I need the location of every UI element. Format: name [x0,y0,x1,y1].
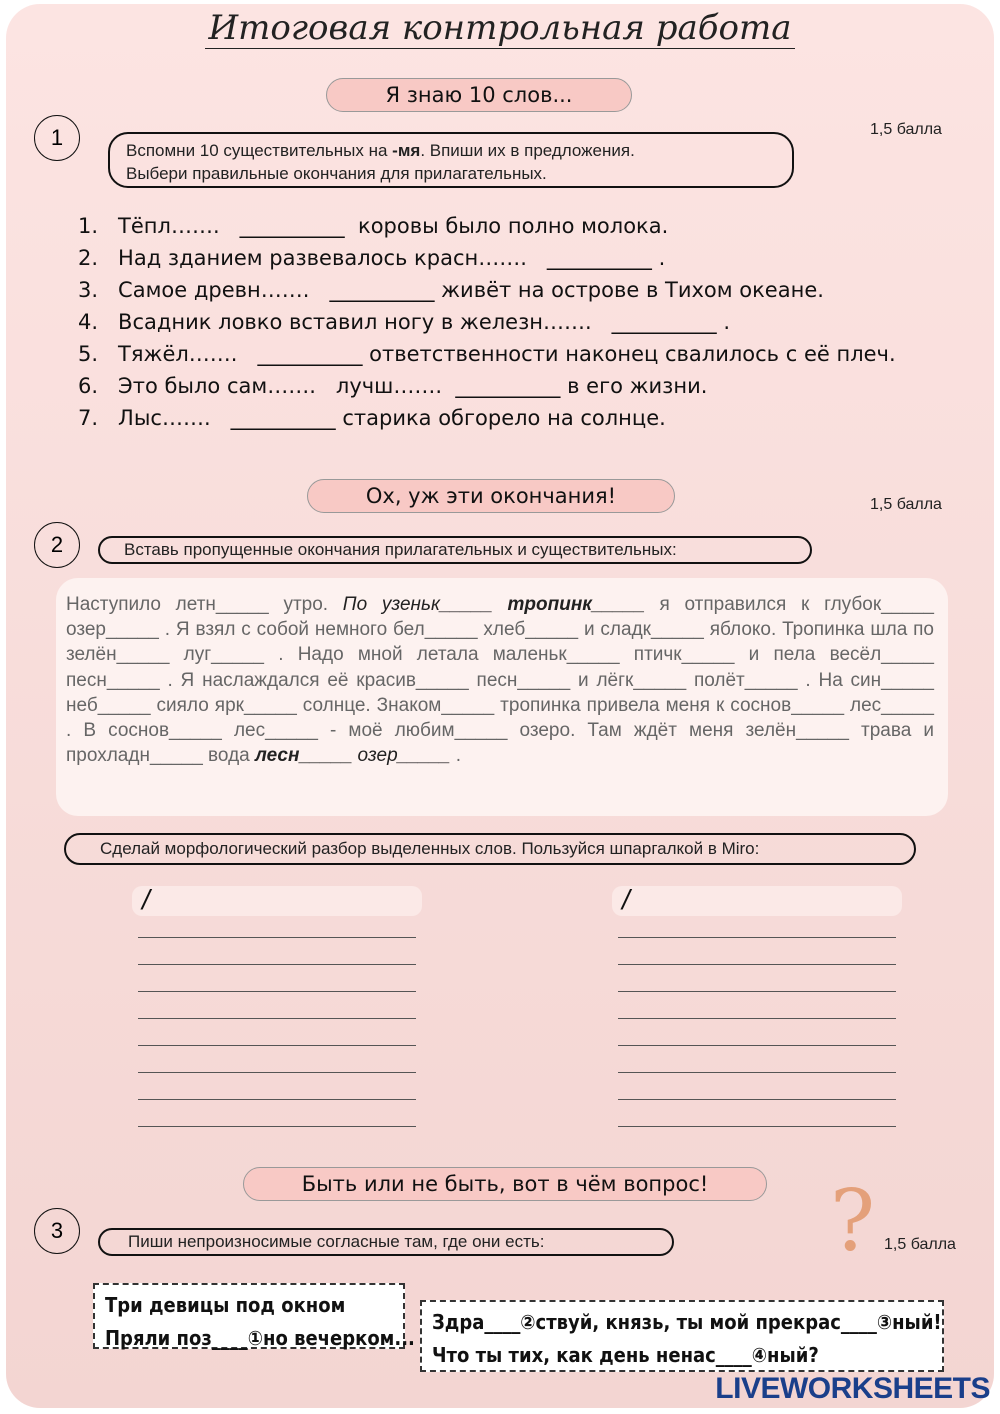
answer-line[interactable] [138,964,416,965]
liveworksheets-logo: LIVEWORKSHEETS [715,1372,990,1405]
section2-points: 1,5 балла [870,496,942,513]
section3-number: 3 [34,1208,80,1254]
para-text: . [450,745,462,767]
morph-column-left-header[interactable] [132,886,422,916]
section3-instructions: Пиши непроизносимые согласные там, где они есть: [98,1228,674,1256]
answer-line[interactable] [138,1018,416,1019]
section1-heading: Я знаю 10 слов... [326,78,632,112]
sentence-7[interactable]: 7. Лыс……. __________ старика обгорело на солнце. [78,406,666,430]
answer-line[interactable] [138,1099,416,1100]
poem-box-1[interactable] [93,1283,415,1350]
para-text: я отправился к глубок_____ озер_____ . Я взял с собой немного бел_____ хлеб_____ и сладк_____ яблоко. Тропинка шла по зелён_____ луг_____ . Надо мной летала маленьк_____ птичк_____ и пела весёл_____ песн_____ . Я наслаждался её красив_____ песн_____ и лёгк_____ полёт_____ . На син_____ неб_____ сияло ярк_____ солнце. Знаком_____ тропинка привела меня к соснов_____ лес_____ . В соснов_____ лес_____ - моё любим_____ озеро. Там ждёт меня зелён_____ трава и прохладн_____ вода [66,594,934,767]
poem-line: Здра____②ствуй, князь, ты мой прекрас____③ный! [432,1310,942,1334]
section2-heading: Ох, уж эти окончания! [307,479,675,513]
instr-text: Вспомни 10 существительных на [126,141,393,160]
instr-text: . Впиши их в предложения. [420,141,635,160]
answer-line[interactable] [618,937,896,938]
para-bold-word: тропинк_____ [507,594,645,615]
section1-points: 1,5 балла [870,121,942,138]
section3-heading: Быть или не быть, вот в чём вопрос! [243,1167,767,1201]
answer-line[interactable] [138,1072,416,1073]
poem-line: Три девицы под окном [105,1293,346,1317]
morph-instructions: Сделай морфологический разбор выделенных слов. Пользуйся шпаргалкой в Miro: [64,833,916,865]
sentence-1[interactable]: 1. Тёпл……. __________ коровы было полно молока. [78,214,669,238]
answer-line[interactable] [618,991,896,992]
poem-line: Что ты тих, как день ненас____④ный? [432,1343,819,1367]
instr-text: Выбери правильные окончания для прилагательных. [126,164,547,183]
answer-line[interactable] [618,1018,896,1019]
sentence-4[interactable]: 4. Всадник ловко вставил ногу в железн……. __________ . [78,310,731,334]
section1-instructions [108,132,794,188]
poem-line: Пряли поз____①но вечерком... [105,1326,415,1350]
instr-suffix: -мя [392,141,421,160]
poem-box-2[interactable] [420,1300,944,1372]
sentence-5[interactable]: 5. Тяжёл……. __________ ответственности наконец свалилось с её плеч. [78,342,896,366]
answer-line[interactable] [138,1045,416,1046]
section3-points: 1,5 балла [884,1236,956,1253]
sentence-6[interactable]: 6. Это было сам……. лучш……. __________ в его жизни. [78,374,708,398]
worksheet-title: Итоговая контрольная работа [0,8,1000,48]
section2-instructions: Вставь пропущенные окончания прилагательных и существительных: [98,536,812,564]
section2-number: 2 [34,522,80,568]
answer-line[interactable] [618,964,896,965]
answer-line[interactable] [618,1045,896,1046]
answer-line[interactable] [138,1126,416,1127]
slash: / [622,884,630,915]
sentence-2[interactable]: 2. Над зданием развевалось красн……. __________ . [78,246,666,270]
answer-line[interactable] [138,937,416,938]
fill-in-paragraph[interactable] [56,578,948,816]
para-bold-word: лесн_____ [255,745,353,767]
answer-line[interactable] [138,991,416,992]
para-italic: озер_____ [352,745,451,767]
slash: / [142,884,150,915]
answer-line[interactable] [618,1099,896,1100]
sentence-3[interactable]: 3. Самое древн……. __________ живёт на острове в Тихом океане. [78,278,824,302]
answer-line[interactable] [618,1072,896,1073]
morph-column-right-header[interactable] [612,886,902,916]
section1-number: 1 [34,115,80,161]
para-text: Наступило летн_____ утро. [66,594,343,615]
para-italic: По узеньк_____ [342,594,508,615]
answer-line[interactable] [618,1126,896,1127]
question-mark-icon: ? [830,1172,876,1270]
